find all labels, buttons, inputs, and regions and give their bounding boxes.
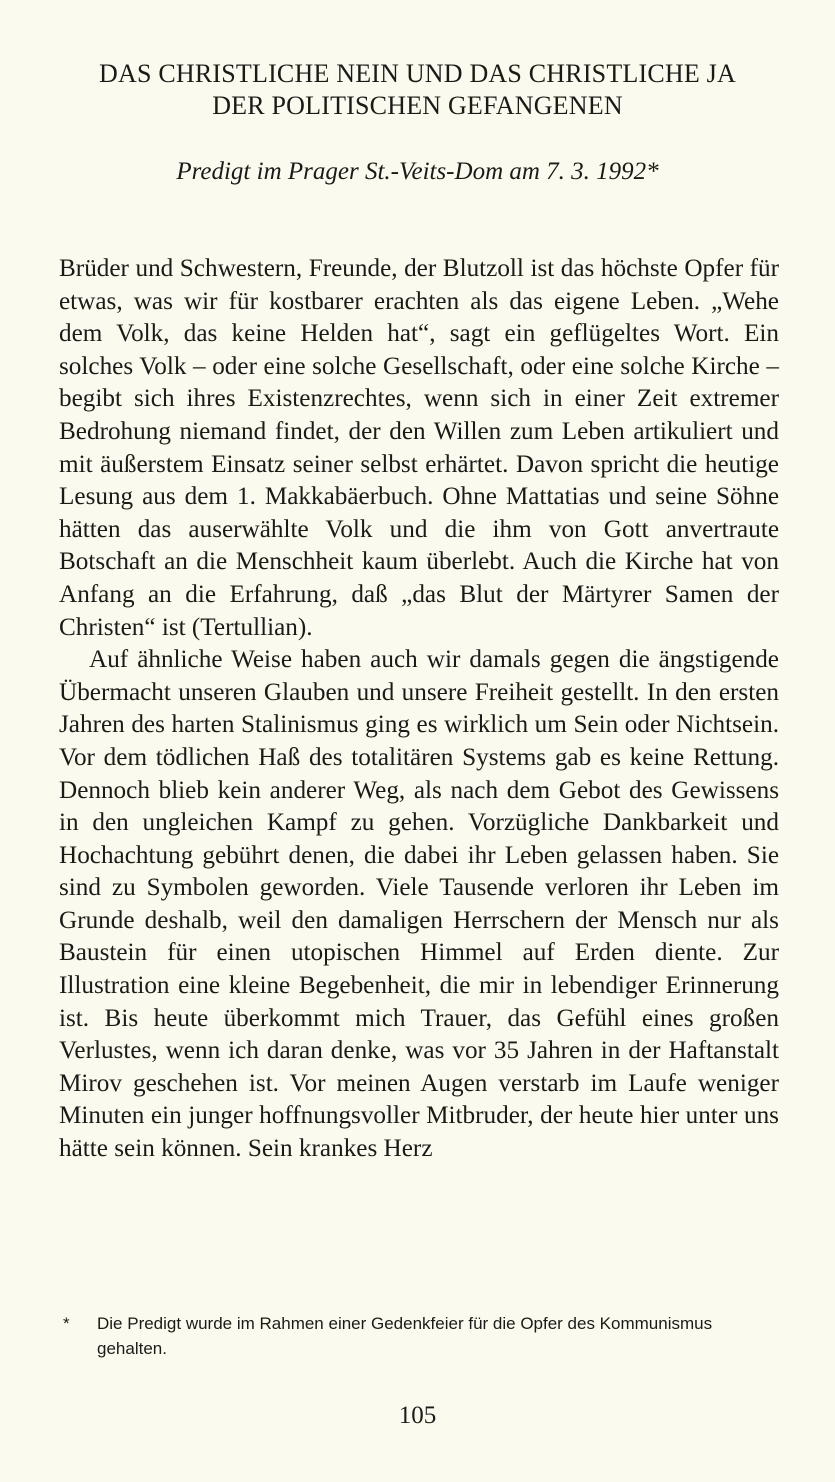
footnote	[59, 1311, 779, 1361]
chapter-title	[40, 58, 795, 122]
paragraph-2: Auf ähnliche Weise haben auch wir damals gegen die ängstigende Übermacht unseren Glauben und unsere Freiheit gestellt. In den ersten Jahren des harten Stalinismus ging es wirklich um Sein oder Nichtsein. Vor dem tödlichen Haß des totalitären Systems gab es keine Rettung. Dennoch blieb kein anderer Weg, als nach dem Gebot des Gewissens in den ungleichen Kampf zu gehen. Vorzügliche Dankbarkeit und Hochachtung gebührt denen, die dabei ihr Leben gelassen haben. Sie sind zu Symbolen geworden. Viele Tausende verloren ihr Leben im Grunde deshalb, weil den damaligen Herrschern der Mensch nur als Baustein für einen utopischen Himmel auf Erden diente. Zur Illustration eine kleine Begebenheit, die mir in lebendiger Erinnerung ist. Bis heute überkommt mich Trauer, das Gefühl eines großen Verlustes, wenn ich daran denke, was vor 35 Jahren in der Haftanstalt Mirov geschehen ist. Vor meinen Augen verstarb im Laufe weniger Minuten ein junger hoffnungsvoller Mitbruder, der heute hier unter uns hätte sein können. Sein krankes Herz	[59, 646, 779, 1163]
footnote-mark: *	[63, 1314, 70, 1333]
page-number: 105	[398, 1402, 437, 1429]
paragraph-1: Brüder und Schwestern, Freunde, der Blutzoll ist das höchste Opfer für etwas, was wir für kostbarer erachten als das eigene Leben. „Wehe dem Volk, das keine Helden hat“, sagt ein geflügeltes Wort. Ein solches Volk – oder eine solche Gesellschaft, oder eine solche Kirche – begibt sich ihres Existenzrechtes, wenn sich in einer Zeit extremer Bedrohung niemand findet, der den Willen zum Leben artikuliert und mit äußerstem Einsatz seiner selbst erhärtet. Davon spricht die heutige Lesung aus dem 1. Makkabäerbuch. Ohne Mattatias und seine Söhne hätten das auserwählte Volk und die ihm von Gott anvertraute Botschaft an die Menschheit kaum überlebt. Auch die Kirche hat von Anfang an die Erfahrung, daß „das Blut der Märtyrer Samen der Christen“ ist (Tertullian).	[59, 255, 779, 641]
chapter-title-line-2: DER POLITISCHEN GEFANGENEN	[212, 91, 623, 120]
chapter-subtitle: Predigt im Prager St.-Veits-Dom am 7. 3. 1992*	[176, 158, 659, 185]
chapter-title-line-1: DAS CHRISTLICHE NEIN UND DAS CHRISTLICHE JA	[99, 59, 736, 88]
body-text	[59, 253, 779, 1166]
footnote-text: Die Predigt wurde im Rahmen einer Gedenkfeier für die Opfer des Kommunismus gehalten.	[97, 1314, 713, 1358]
